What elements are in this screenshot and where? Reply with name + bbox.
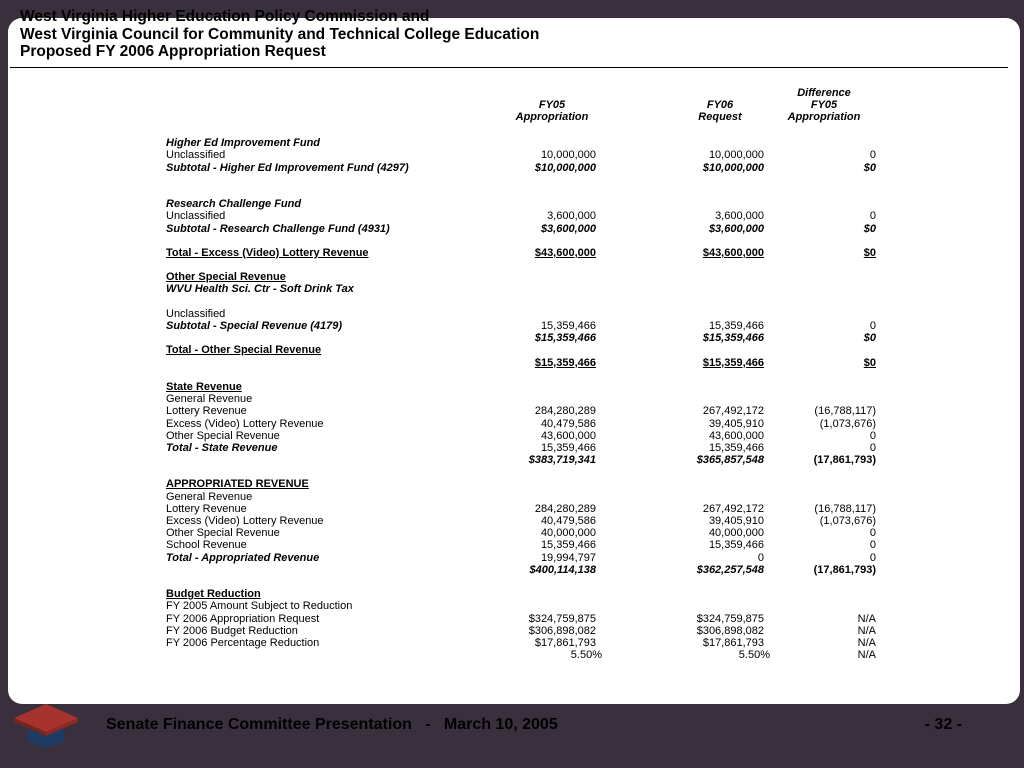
row-value-c1: $306,898,082	[528, 624, 596, 637]
table-row	[166, 344, 886, 356]
row-value-c1: 5.50%	[570, 649, 602, 662]
row-value-c2: 39,405,910	[708, 515, 764, 527]
row-value-c1: 15,359,466	[540, 539, 596, 552]
row-value-c3: N/A	[857, 636, 876, 649]
row-label: Subtotal - Special Revenue (4179)	[166, 320, 343, 332]
row-value-c1: $10,000,000	[534, 161, 596, 174]
row-value-c1: $400,114,138	[529, 563, 596, 576]
col-difference-header	[764, 87, 884, 123]
table-row	[166, 564, 886, 576]
row-value-c3: 0	[869, 429, 876, 442]
table-row	[166, 527, 886, 539]
row-value-c3: $0	[863, 222, 876, 235]
row-label: FY 2006 Percentage Reduction	[166, 636, 320, 649]
table-row	[166, 247, 886, 259]
table-row	[166, 405, 886, 417]
row-label: Lottery Revenue	[166, 502, 247, 515]
table-spacer	[166, 174, 886, 186]
row-value-c2: $10,000,000	[702, 161, 764, 174]
table-spacer	[166, 186, 886, 198]
table-row	[166, 478, 886, 490]
row-label: General Revenue	[166, 393, 253, 406]
row-value-c1: 284,280,289	[534, 405, 596, 418]
row-value-c1: $15,359,466	[534, 356, 596, 369]
table-row	[166, 223, 886, 235]
row-value-c3: (17,861,793)	[813, 454, 876, 467]
budget-table	[166, 87, 886, 661]
col-diff-line2: Appropriation	[787, 111, 861, 123]
row-value-c3: (1,073,676)	[819, 515, 876, 527]
table-row	[166, 320, 886, 332]
row-value-c1: 3,600,000	[547, 210, 596, 223]
col-fy05-header	[492, 99, 612, 123]
row-label: Total - Appropriated Revenue	[166, 551, 320, 564]
row-label: FY 2006 Appropriation Request	[166, 612, 320, 625]
table-column-headers	[166, 87, 886, 125]
table-row	[166, 308, 886, 320]
row-label: Subtotal - Research Challenge Fund (4931)	[166, 222, 390, 235]
table-row	[166, 162, 886, 174]
table-row	[166, 649, 886, 661]
mortarboard-logo-icon	[10, 698, 82, 750]
row-value-c3: N/A	[857, 612, 876, 625]
row-value-c2: $17,861,793	[702, 636, 764, 649]
col-diff-line1: FY05	[810, 99, 838, 111]
row-label: Total - Other Special Revenue	[166, 344, 322, 357]
row-value-c1: $3,600,000	[540, 222, 596, 235]
row-label: State Revenue	[166, 380, 242, 393]
row-value-c3: (16,788,117)	[814, 502, 876, 515]
header-line-1: West Virginia Higher Education Policy Commission and	[20, 8, 430, 25]
row-value-c3: 0	[869, 210, 876, 223]
row-value-c3: 0	[869, 149, 876, 162]
row-value-c2: 39,405,910	[708, 417, 764, 430]
table-row	[166, 283, 886, 295]
row-label: Budget Reduction	[166, 588, 261, 601]
row-value-c2: $15,359,466	[702, 332, 764, 345]
row-value-c1: 40,479,586	[540, 417, 596, 430]
row-value-c1: 15,359,466	[540, 441, 596, 454]
row-value-c2: 15,359,466	[708, 320, 764, 332]
table-row	[166, 381, 886, 393]
row-value-c3: (17,861,793)	[813, 563, 876, 576]
row-label: Total - State Revenue	[166, 441, 278, 454]
row-value-c1: $43,600,000	[534, 246, 596, 259]
row-value-c1: $15,359,466	[534, 332, 596, 345]
table-spacer	[166, 259, 886, 271]
row-value-c3: $0	[863, 356, 876, 369]
row-value-c3: 0	[869, 527, 876, 540]
header-divider	[10, 67, 1008, 68]
row-label: Total - Excess (Video) Lottery Revenue	[166, 246, 369, 259]
header-line-2: West Virginia Council for Community and Technical College Education	[20, 25, 540, 43]
row-value-c3: 0	[869, 441, 876, 454]
row-value-c2: 267,492,172	[702, 502, 764, 515]
row-label: Unclassified	[166, 307, 226, 320]
row-label: Unclassified	[166, 210, 226, 223]
table-row	[166, 332, 886, 344]
row-label: Subtotal - Higher Ed Improvement Fund (4297)	[166, 161, 409, 174]
row-value-c2: 267,492,172	[702, 405, 764, 418]
table-row	[166, 430, 886, 442]
table-spacer	[166, 125, 886, 137]
row-value-c2: $3,600,000	[708, 222, 764, 235]
table-row	[166, 357, 886, 369]
col-fy06-header	[660, 99, 780, 123]
row-label: General Revenue	[166, 490, 253, 503]
row-value-c2: 10,000,000	[708, 149, 764, 162]
header-line-3: Proposed FY 2006 Appropriation Request	[20, 43, 326, 60]
table-row	[166, 210, 886, 222]
row-label: FY 2006 Budget Reduction	[166, 624, 298, 637]
table-row	[166, 503, 886, 515]
row-value-c2: $43,600,000	[702, 246, 764, 259]
row-value-c2: $362,257,548	[696, 563, 764, 576]
report-header	[20, 8, 539, 61]
row-label: Lottery Revenue	[166, 405, 247, 418]
table-row	[166, 149, 886, 161]
row-label: Other Special Revenue	[166, 429, 280, 442]
row-value-c1: 40,000,000	[540, 527, 596, 540]
row-value-c2: 5.50%	[738, 649, 770, 662]
row-value-c2: 15,359,466	[708, 441, 764, 454]
row-label: Excess (Video) Lottery Revenue	[166, 417, 324, 430]
row-value-c3: 0	[869, 539, 876, 552]
table-spacer	[166, 235, 886, 247]
row-label: Other Special Revenue	[166, 527, 280, 540]
table-row	[166, 418, 886, 430]
row-value-c1: $324,759,875	[528, 612, 596, 625]
row-value-c1: $383,719,341	[528, 454, 596, 467]
row-value-c2: 15,359,466	[708, 539, 764, 552]
table-spacer	[166, 296, 886, 308]
row-value-c2: 0	[757, 551, 764, 564]
table-row	[166, 552, 886, 564]
table-spacer	[166, 576, 886, 588]
row-value-c2: 3,600,000	[715, 210, 764, 223]
col-fy06-line1: FY06	[706, 99, 734, 111]
table-row	[166, 442, 886, 454]
row-label: Excess (Video) Lottery Revenue	[166, 515, 324, 527]
row-value-c3: N/A	[857, 649, 876, 662]
row-value-c3: $0	[863, 246, 876, 259]
row-value-c2: $365,857,548	[696, 454, 764, 467]
row-value-c1: 19,994,797	[540, 551, 596, 564]
table-row	[166, 613, 886, 625]
col-fy05-line2: Appropriation	[515, 111, 589, 123]
row-value-c1: 10,000,000	[540, 149, 596, 162]
table-row	[166, 271, 886, 283]
row-value-c2: $324,759,875	[696, 612, 764, 625]
footer-text: Senate Finance Committee Presentation - March 10, 2005	[106, 716, 558, 733]
row-label: Higher Ed Improvement Fund	[166, 137, 321, 150]
table-row	[166, 454, 886, 466]
row-value-c2: $306,898,082	[696, 624, 764, 637]
col-fy05-line1: FY05	[538, 99, 566, 111]
row-label: APPROPRIATED REVENUE	[166, 478, 309, 491]
table-row	[166, 588, 886, 600]
table-row	[166, 539, 886, 551]
table-row	[166, 625, 886, 637]
row-value-c3: $0	[863, 332, 876, 345]
row-value-c1: 284,280,289	[534, 502, 596, 515]
row-value-c3: N/A	[857, 624, 876, 637]
page-number: - 32 -	[924, 716, 962, 733]
row-label: FY 2005 Amount Subject to Reduction	[166, 600, 353, 613]
col-diff-line0: Difference	[797, 87, 851, 99]
row-value-c3: (1,073,676)	[819, 417, 876, 430]
table-row	[166, 393, 886, 405]
row-value-c1: $17,861,793	[534, 636, 596, 649]
table-spacer	[166, 369, 886, 381]
table-row	[166, 637, 886, 649]
table-body	[166, 125, 886, 661]
row-value-c2: $15,359,466	[702, 356, 764, 369]
row-value-c3: 0	[869, 551, 876, 564]
table-row	[166, 137, 886, 149]
row-value-c2: 40,000,000	[708, 527, 764, 540]
col-fy06-line2: Request	[698, 111, 742, 123]
row-value-c1: 43,600,000	[540, 429, 596, 442]
row-label: School Revenue	[166, 539, 247, 552]
row-value-c2: 43,600,000	[708, 429, 764, 442]
row-label: Unclassified	[166, 149, 226, 162]
row-value-c3: 0	[869, 320, 876, 332]
row-label: Other Special Revenue	[166, 271, 286, 284]
row-label: WVU Health Sci. Ctr - Soft Drink Tax	[166, 283, 354, 296]
row-value-c1: 40,479,586	[540, 515, 596, 527]
table-row	[166, 515, 886, 527]
table-row	[166, 198, 886, 210]
row-value-c3: $0	[863, 161, 876, 174]
row-value-c1: 15,359,466	[540, 320, 596, 332]
table-spacer	[166, 466, 886, 478]
table-row	[166, 600, 886, 612]
row-label: Research Challenge Fund	[166, 198, 302, 211]
footer-bar	[0, 704, 1024, 768]
row-value-c3: (16,788,117)	[814, 405, 876, 418]
table-row	[166, 491, 886, 503]
